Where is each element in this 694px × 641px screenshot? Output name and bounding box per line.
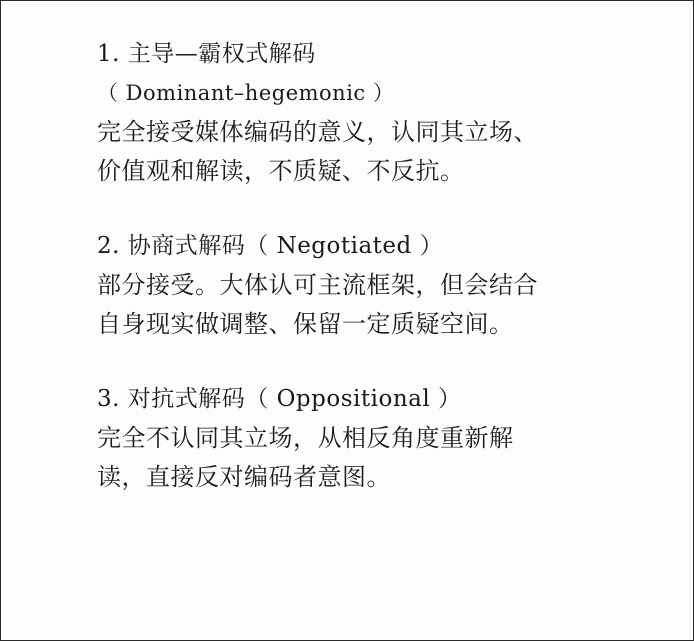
section-heading: 1. 主导—霸权式解码 bbox=[97, 41, 316, 67]
section-text-line: 价值观和解读，不质疑、不反抗。 bbox=[97, 157, 465, 185]
section-heading: 3. 对抗式解码（ Oppositional ） bbox=[97, 386, 462, 412]
section-heading: 2. 协商式解码（ Negotiated ） bbox=[97, 233, 444, 259]
section-dominant-hegemonic bbox=[97, 35, 657, 191]
section-text-line: 完全不认同其立场，从相反角度重新解 bbox=[97, 424, 514, 452]
section-text-line: 完全接受媒体编码的意义，认同其立场、 bbox=[97, 118, 538, 146]
section-text-line: 部分接受。大体认可主流框架，但会结合 bbox=[97, 271, 538, 299]
section-text-line: 自身现实做调整、保留一定质疑空间。 bbox=[97, 310, 514, 338]
section-subheading: （ Dominant–hegemonic ） bbox=[97, 81, 395, 105]
section-negotiated bbox=[97, 227, 657, 344]
section-text-line: 读，直接反对编码者意图。 bbox=[97, 463, 391, 491]
section-oppositional bbox=[97, 380, 657, 497]
document-body bbox=[97, 35, 657, 533]
